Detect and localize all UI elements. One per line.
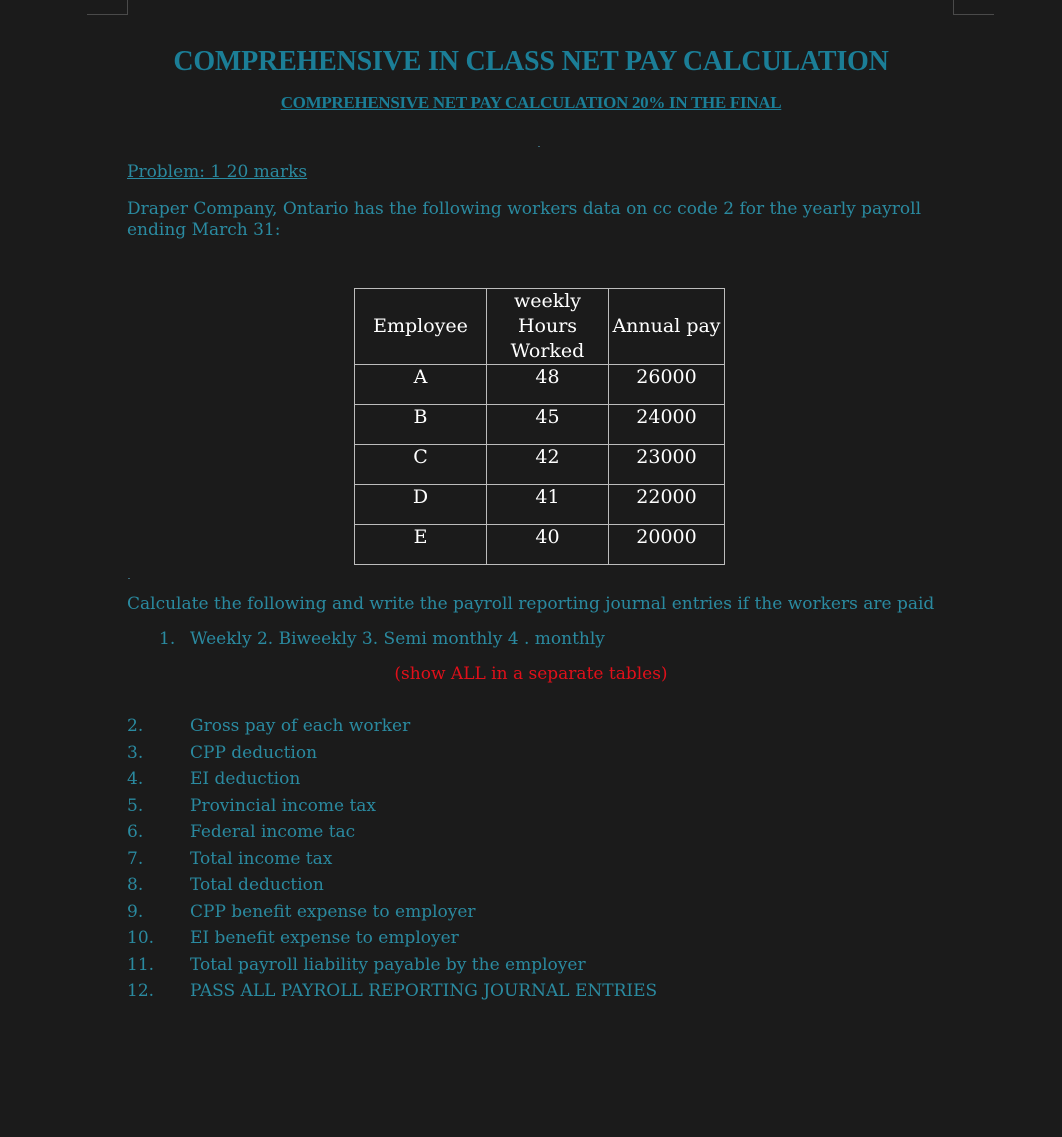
list-item-text: EI benefit expense to employer <box>190 928 459 948</box>
list-item-number: 9. <box>127 901 144 922</box>
table-header-row <box>355 289 725 365</box>
list-item-number: 2. <box>127 716 144 736</box>
task-list <box>127 714 657 1006</box>
cell-annual-pay: 22000 <box>609 485 725 525</box>
document-subtitle: COMPREHENSIVE NET PAY CALCULATION 20% IN THE FINAL <box>280 93 782 112</box>
cell-annual-pay: 24000 <box>609 405 725 445</box>
problem-label: Problem: 1 20 marks <box>127 162 308 182</box>
list-item-text: Total income tax <box>190 848 333 869</box>
cell-hours: 48 <box>487 365 609 405</box>
list-item <box>127 979 657 1006</box>
stray-dot <box>538 146 540 147</box>
list-item-text: CPP deduction <box>190 742 318 763</box>
header-weekly-hours <box>487 289 609 365</box>
cell-employee: B <box>355 405 487 445</box>
list-item-number: 7. <box>127 848 144 869</box>
list-item-text: Provincial income tax <box>190 795 377 816</box>
list-item-text: Federal income tac <box>190 822 356 842</box>
cell-hours: 41 <box>487 485 609 525</box>
problem-description: Draper Company, Ontario has the following workers data on cc code 2 for the yearly payroll ending March 31: <box>127 199 922 240</box>
list-item-text: Total payroll liability payable by the employer <box>190 954 586 975</box>
list-item <box>127 820 657 847</box>
header-employee: Employee <box>355 289 487 365</box>
list-item-number: 4. <box>127 769 144 789</box>
pay-frequency-number: 1. <box>159 629 176 649</box>
stray-dot <box>128 578 130 579</box>
table-row <box>355 365 725 405</box>
table-row <box>355 445 725 485</box>
table-row <box>355 405 725 445</box>
list-item-number: 5. <box>127 795 144 816</box>
list-item-text: EI deduction <box>190 769 301 789</box>
list-item-number: 11. <box>127 954 155 975</box>
cell-employee: E <box>355 525 487 565</box>
header-annual-pay: Annual pay <box>609 289 725 365</box>
list-item <box>127 794 657 821</box>
list-item-number: 6. <box>127 822 144 842</box>
list-item <box>127 767 657 794</box>
workers-data-table <box>354 288 725 565</box>
calculate-instruction: Calculate the following and write the payroll reporting journal entries if the workers are paid <box>127 594 935 614</box>
list-item-number: 12. <box>127 981 155 1001</box>
list-item <box>127 953 657 980</box>
list-item-number: 10. <box>127 928 155 948</box>
list-item <box>127 900 657 927</box>
list-item-text: Total deduction <box>190 875 324 895</box>
list-item <box>127 847 657 874</box>
list-item-text: CPP benefit expense to employer <box>190 901 476 922</box>
pay-frequency-text: Weekly 2. Biweekly 3. Semi monthly 4 . monthly <box>190 629 605 649</box>
cell-employee: D <box>355 485 487 525</box>
list-item-text: PASS ALL PAYROLL REPORTING JOURNAL ENTRIES <box>190 981 658 1001</box>
page-corner-mark-right <box>953 0 994 15</box>
cell-hours: 42 <box>487 445 609 485</box>
cell-annual-pay: 23000 <box>609 445 725 485</box>
page-corner-mark-left <box>87 0 128 15</box>
header-weekly-hours-text: weekly Hours Worked <box>510 290 585 362</box>
list-item <box>127 714 657 741</box>
cell-employee: C <box>355 445 487 485</box>
list-item <box>127 926 657 953</box>
show-all-note: (show ALL in a separate tables) <box>394 664 668 684</box>
cell-hours: 45 <box>487 405 609 445</box>
cell-employee: A <box>355 365 487 405</box>
list-item <box>127 741 657 768</box>
cell-annual-pay: 26000 <box>609 365 725 405</box>
pay-frequency-list <box>159 629 605 649</box>
document-title: COMPREHENSIVE IN CLASS NET PAY CALCULATION <box>173 46 889 77</box>
list-item <box>127 873 657 900</box>
cell-annual-pay: 20000 <box>609 525 725 565</box>
cell-hours: 40 <box>487 525 609 565</box>
list-item-number: 3. <box>127 742 144 763</box>
list-item-text: Gross pay of each worker <box>190 716 411 736</box>
table-row <box>355 525 725 565</box>
table-row <box>355 485 725 525</box>
list-item-number: 8. <box>127 875 144 895</box>
